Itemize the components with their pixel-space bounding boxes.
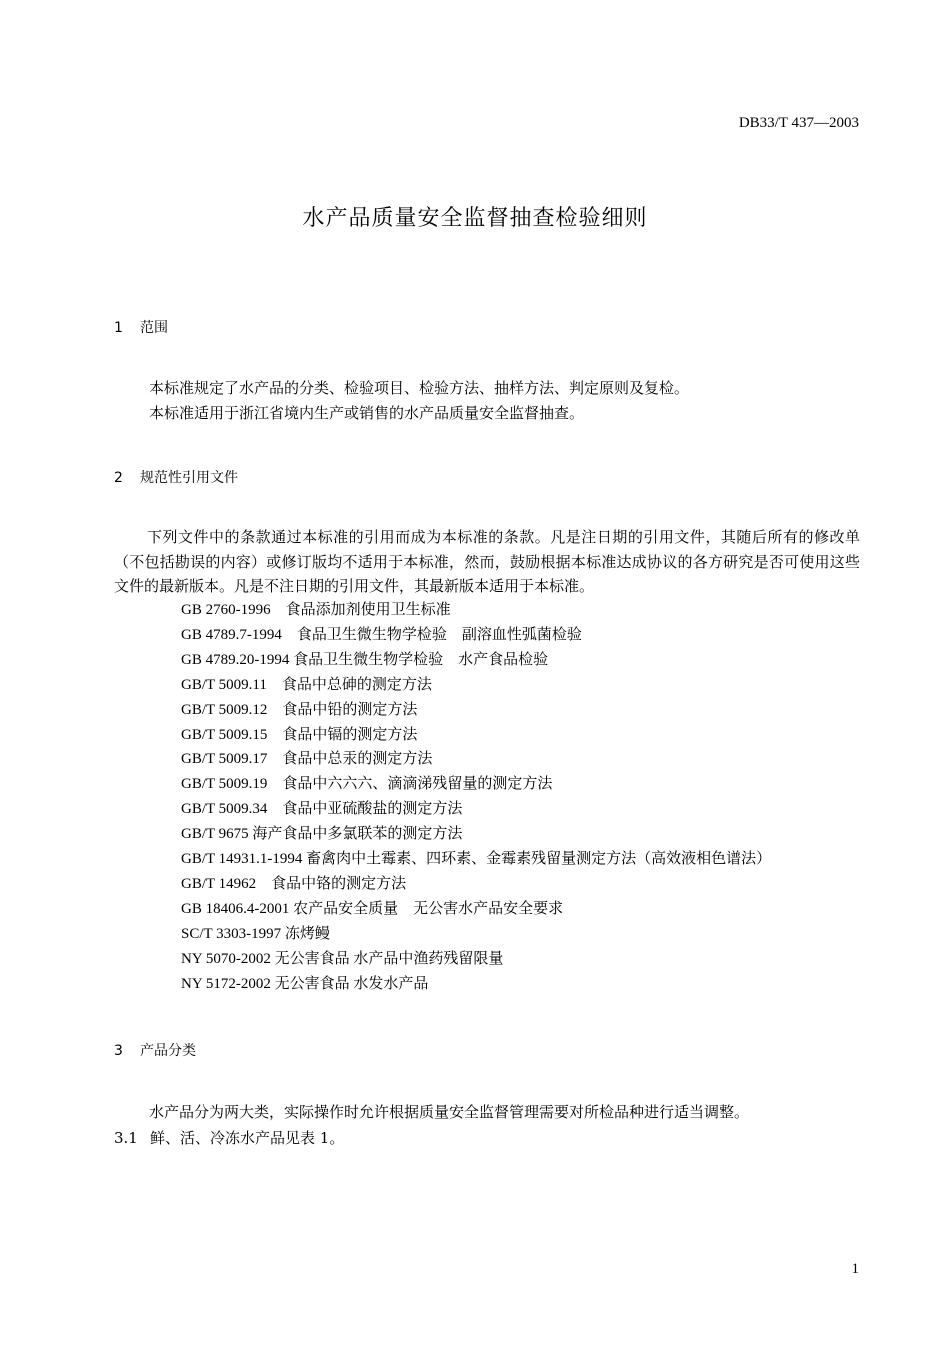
reference-list	[181, 598, 771, 997]
section-2-title: 规范性引用文件	[140, 470, 238, 486]
section-3-1-text: 鲜、活、冷冻水产品见表 1。	[150, 1129, 345, 1147]
section-3-1-line	[114, 1127, 344, 1148]
section-1-heading	[114, 317, 168, 337]
section-3-paragraph: 水产品分为两大类，实际操作时允许根据质量安全监督管理需要对所检品种进行适当调整。	[149, 1103, 750, 1121]
reference-item: SC/T 3303-1997 冻烤鳗	[181, 925, 330, 942]
reference-item: GB/T 9675 海产食品中多氯联苯的测定方法	[181, 826, 463, 843]
section-3-number: 3	[114, 1043, 123, 1059]
page-number: 1	[851, 1261, 859, 1277]
reference-item: GB 4789.7-1994 食品卫生微生物学检验 副溶血性弧菌检验	[181, 626, 582, 643]
reference-item: GB/T 14931.1-1994 畜禽肉中土霉素、四环素、金霉素残留量测定方法（高效液相色谱法）	[181, 851, 772, 868]
reference-item: GB/T 5009.19 食品中六六六、滴滴涕残留量的测定方法	[181, 776, 553, 793]
document-title: 水产品质量安全监督抽查检验细则	[302, 206, 648, 231]
section-3-heading	[114, 1040, 196, 1060]
section-2-heading	[114, 467, 238, 487]
section-2-number: 2	[114, 470, 123, 486]
section-2-intro: 下列文件中的条款通过本标准的引用而成为本标准的条款。凡是注日期的引用文件，其随后所有的修改单（不包括勘误的内容）或修订版均不适用于本标准，然而，鼓励根据本标准达成协议的各方研究是否可使用这些文件的最新版本。凡是不注日期的引用文件，其最新版本适用于本标准。	[114, 528, 860, 595]
section-1-title: 范围	[140, 320, 168, 336]
section-3-title: 产品分类	[140, 1043, 196, 1059]
reference-item: NY 5070-2002 无公害食品 水产品中渔药残留限量	[181, 950, 504, 967]
reference-item: NY 5172-2002 无公害食品 水发水产品	[181, 975, 429, 992]
reference-item: GB/T 5009.17 食品中总汞的测定方法	[181, 751, 433, 768]
section-3-1-number: 3.1	[114, 1129, 138, 1147]
reference-item: GB 4789.20-1994 食品卫生微生物学检验 水产食品检验	[181, 651, 549, 668]
reference-item: GB/T 5009.15 食品中镉的测定方法	[181, 726, 418, 743]
reference-item: GB/T 5009.12 食品中铅的测定方法	[181, 701, 418, 718]
reference-item: GB/T 5009.34 食品中亚硫酸盐的测定方法	[181, 801, 463, 818]
section-1-paragraph-2: 本标准适用于浙江省境内生产或销售的水产品质量安全监督抽查。	[149, 404, 585, 422]
reference-item: GB 18406.4-2001 农产品安全质量 无公害水产品安全要求	[181, 900, 564, 917]
section-1-paragraph-1: 本标准规定了水产品的分类、检验项目、检验方法、抽样方法、判定原则及复检。	[149, 379, 690, 397]
reference-item: GB 2760-1996 食品添加剂使用卫生标准	[181, 602, 451, 618]
reference-item: GB/T 5009.11 食品中总砷的测定方法	[181, 676, 432, 693]
reference-item: GB/T 14962 食品中铬的测定方法	[181, 875, 407, 892]
section-1-number: 1	[114, 320, 123, 336]
standard-number: DB33/T 437—2003	[738, 115, 859, 131]
